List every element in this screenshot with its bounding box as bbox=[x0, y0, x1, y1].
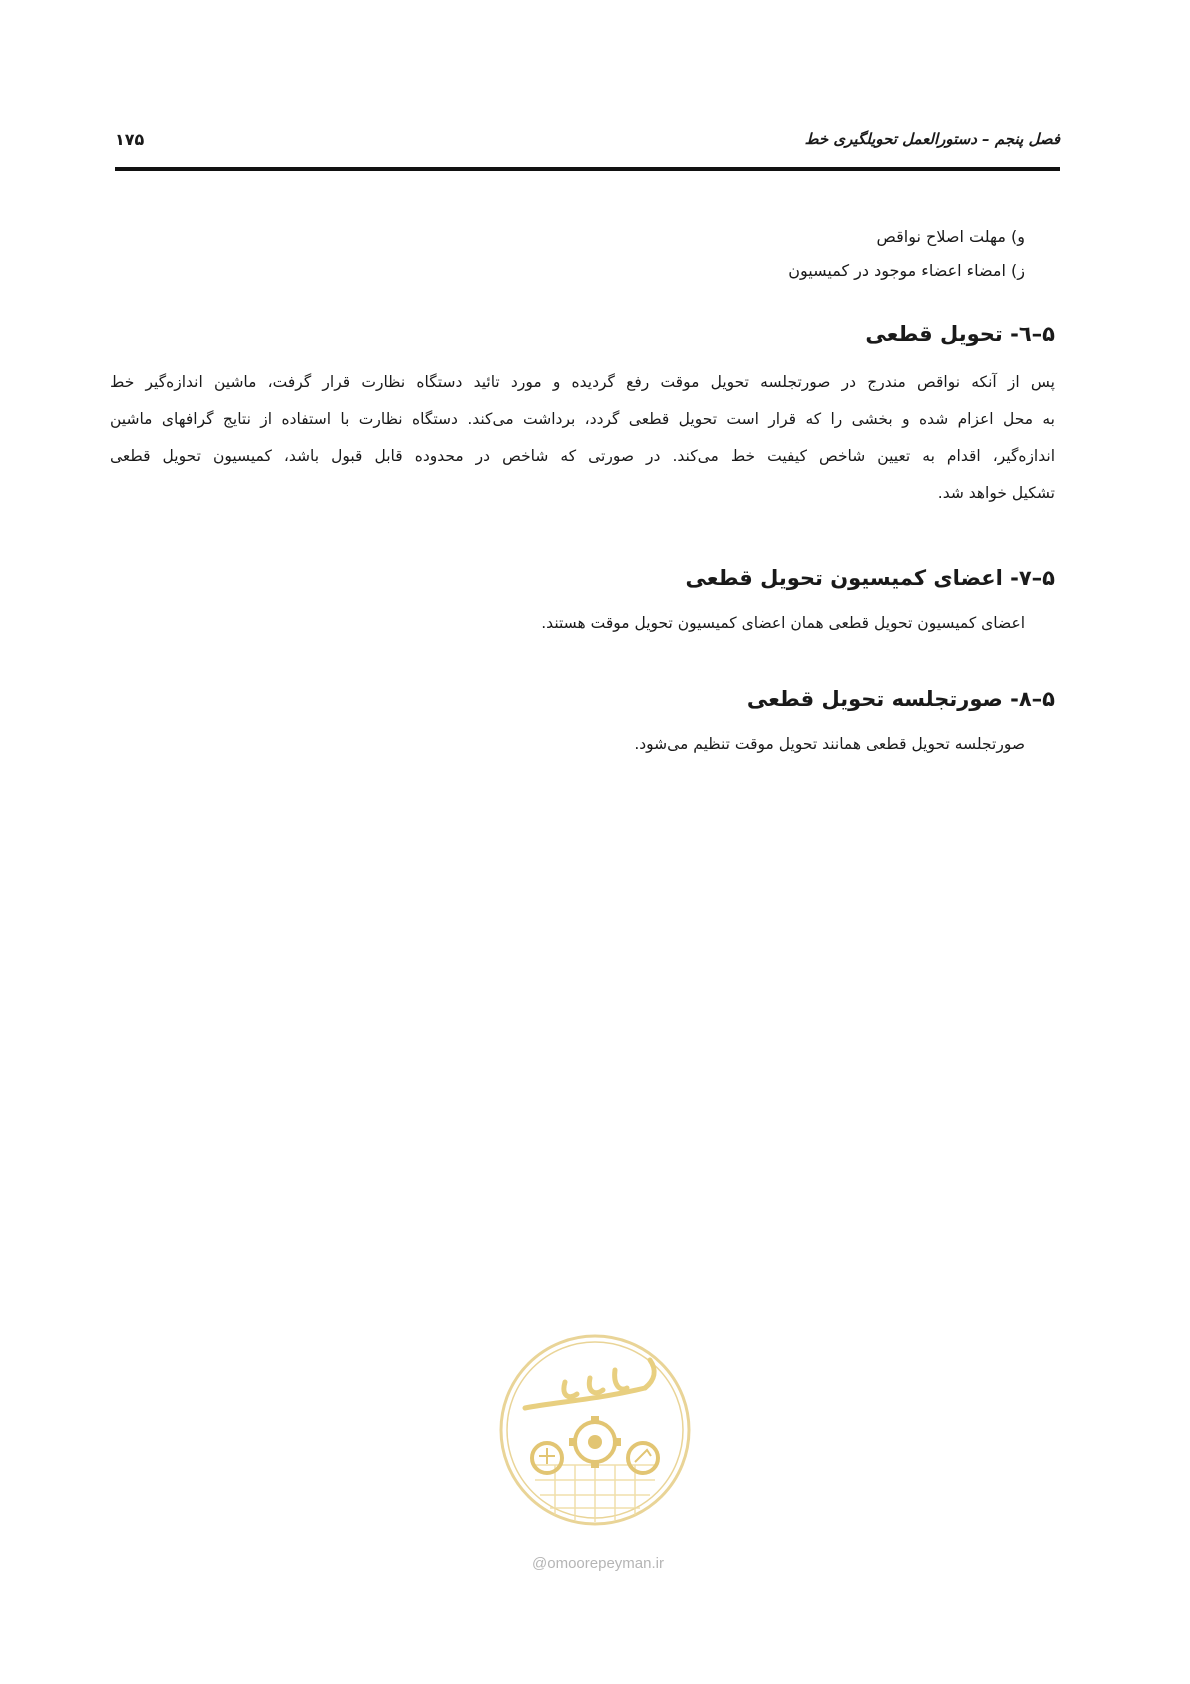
section-paragraph-5-6 bbox=[110, 364, 1055, 512]
section-paragraph-5-8: صورتجلسه تحویل قطعی همانند تحویل موقت تنظیم می‌شود. bbox=[634, 735, 1025, 753]
header-divider bbox=[115, 167, 1060, 171]
paragraph-line: به محل اعزام شده و بخشی را که قرار است تحویل قطعی گردد، برداشت می‌کند. دستگاه نظارت با استفاده از نتایج گرافهای ماشین bbox=[110, 410, 1055, 428]
watermark-url: @omoorepeyman.ir bbox=[532, 1555, 664, 1572]
section-heading-5-8: ۵–۸- صورتجلسه تحویل قطعی bbox=[746, 687, 1055, 711]
watermark-logo bbox=[495, 1330, 695, 1530]
list-item: ز) امضاء اعضاء موجود در کمیسیون bbox=[788, 261, 1025, 280]
paragraph-line: اندازه‌گیر، اقدام به تعیین شاخص کیفیت خط می‌کند. در صورتی که شاخص در محدوده قابل قبول باشد، کمیسیون تحویل قطعی bbox=[110, 447, 1055, 465]
list bbox=[325, 220, 1025, 288]
section-paragraph-5-7: اعضای کمیسیون تحویل قطعی همان اعضای کمیسیون تحویل موقت هستند. bbox=[541, 614, 1025, 632]
paragraph-line: پس از آنکه نواقص مندرج در صورتجلسه تحویل موقت رفع گردیده و مورد تائید دستگاه نظارت قرار گرفت، ماشین اندازه‌گیر خط bbox=[110, 373, 1055, 391]
chapter-title: فصل پنجم – دستورالعمل تحویلگیری خط bbox=[804, 130, 1060, 148]
list-item: و) مهلت اصلاح نواقص bbox=[876, 227, 1025, 246]
page-header bbox=[115, 128, 1060, 162]
section-heading-5-6: ۵–٦- تحویل قطعی bbox=[865, 322, 1055, 346]
paragraph-line: تشکیل خواهد شد. bbox=[937, 484, 1055, 502]
section-heading-5-7: ۵–۷- اعضای کمیسیون تحویل قطعی bbox=[685, 566, 1055, 590]
page-number: ۱۷۵ bbox=[115, 130, 145, 149]
